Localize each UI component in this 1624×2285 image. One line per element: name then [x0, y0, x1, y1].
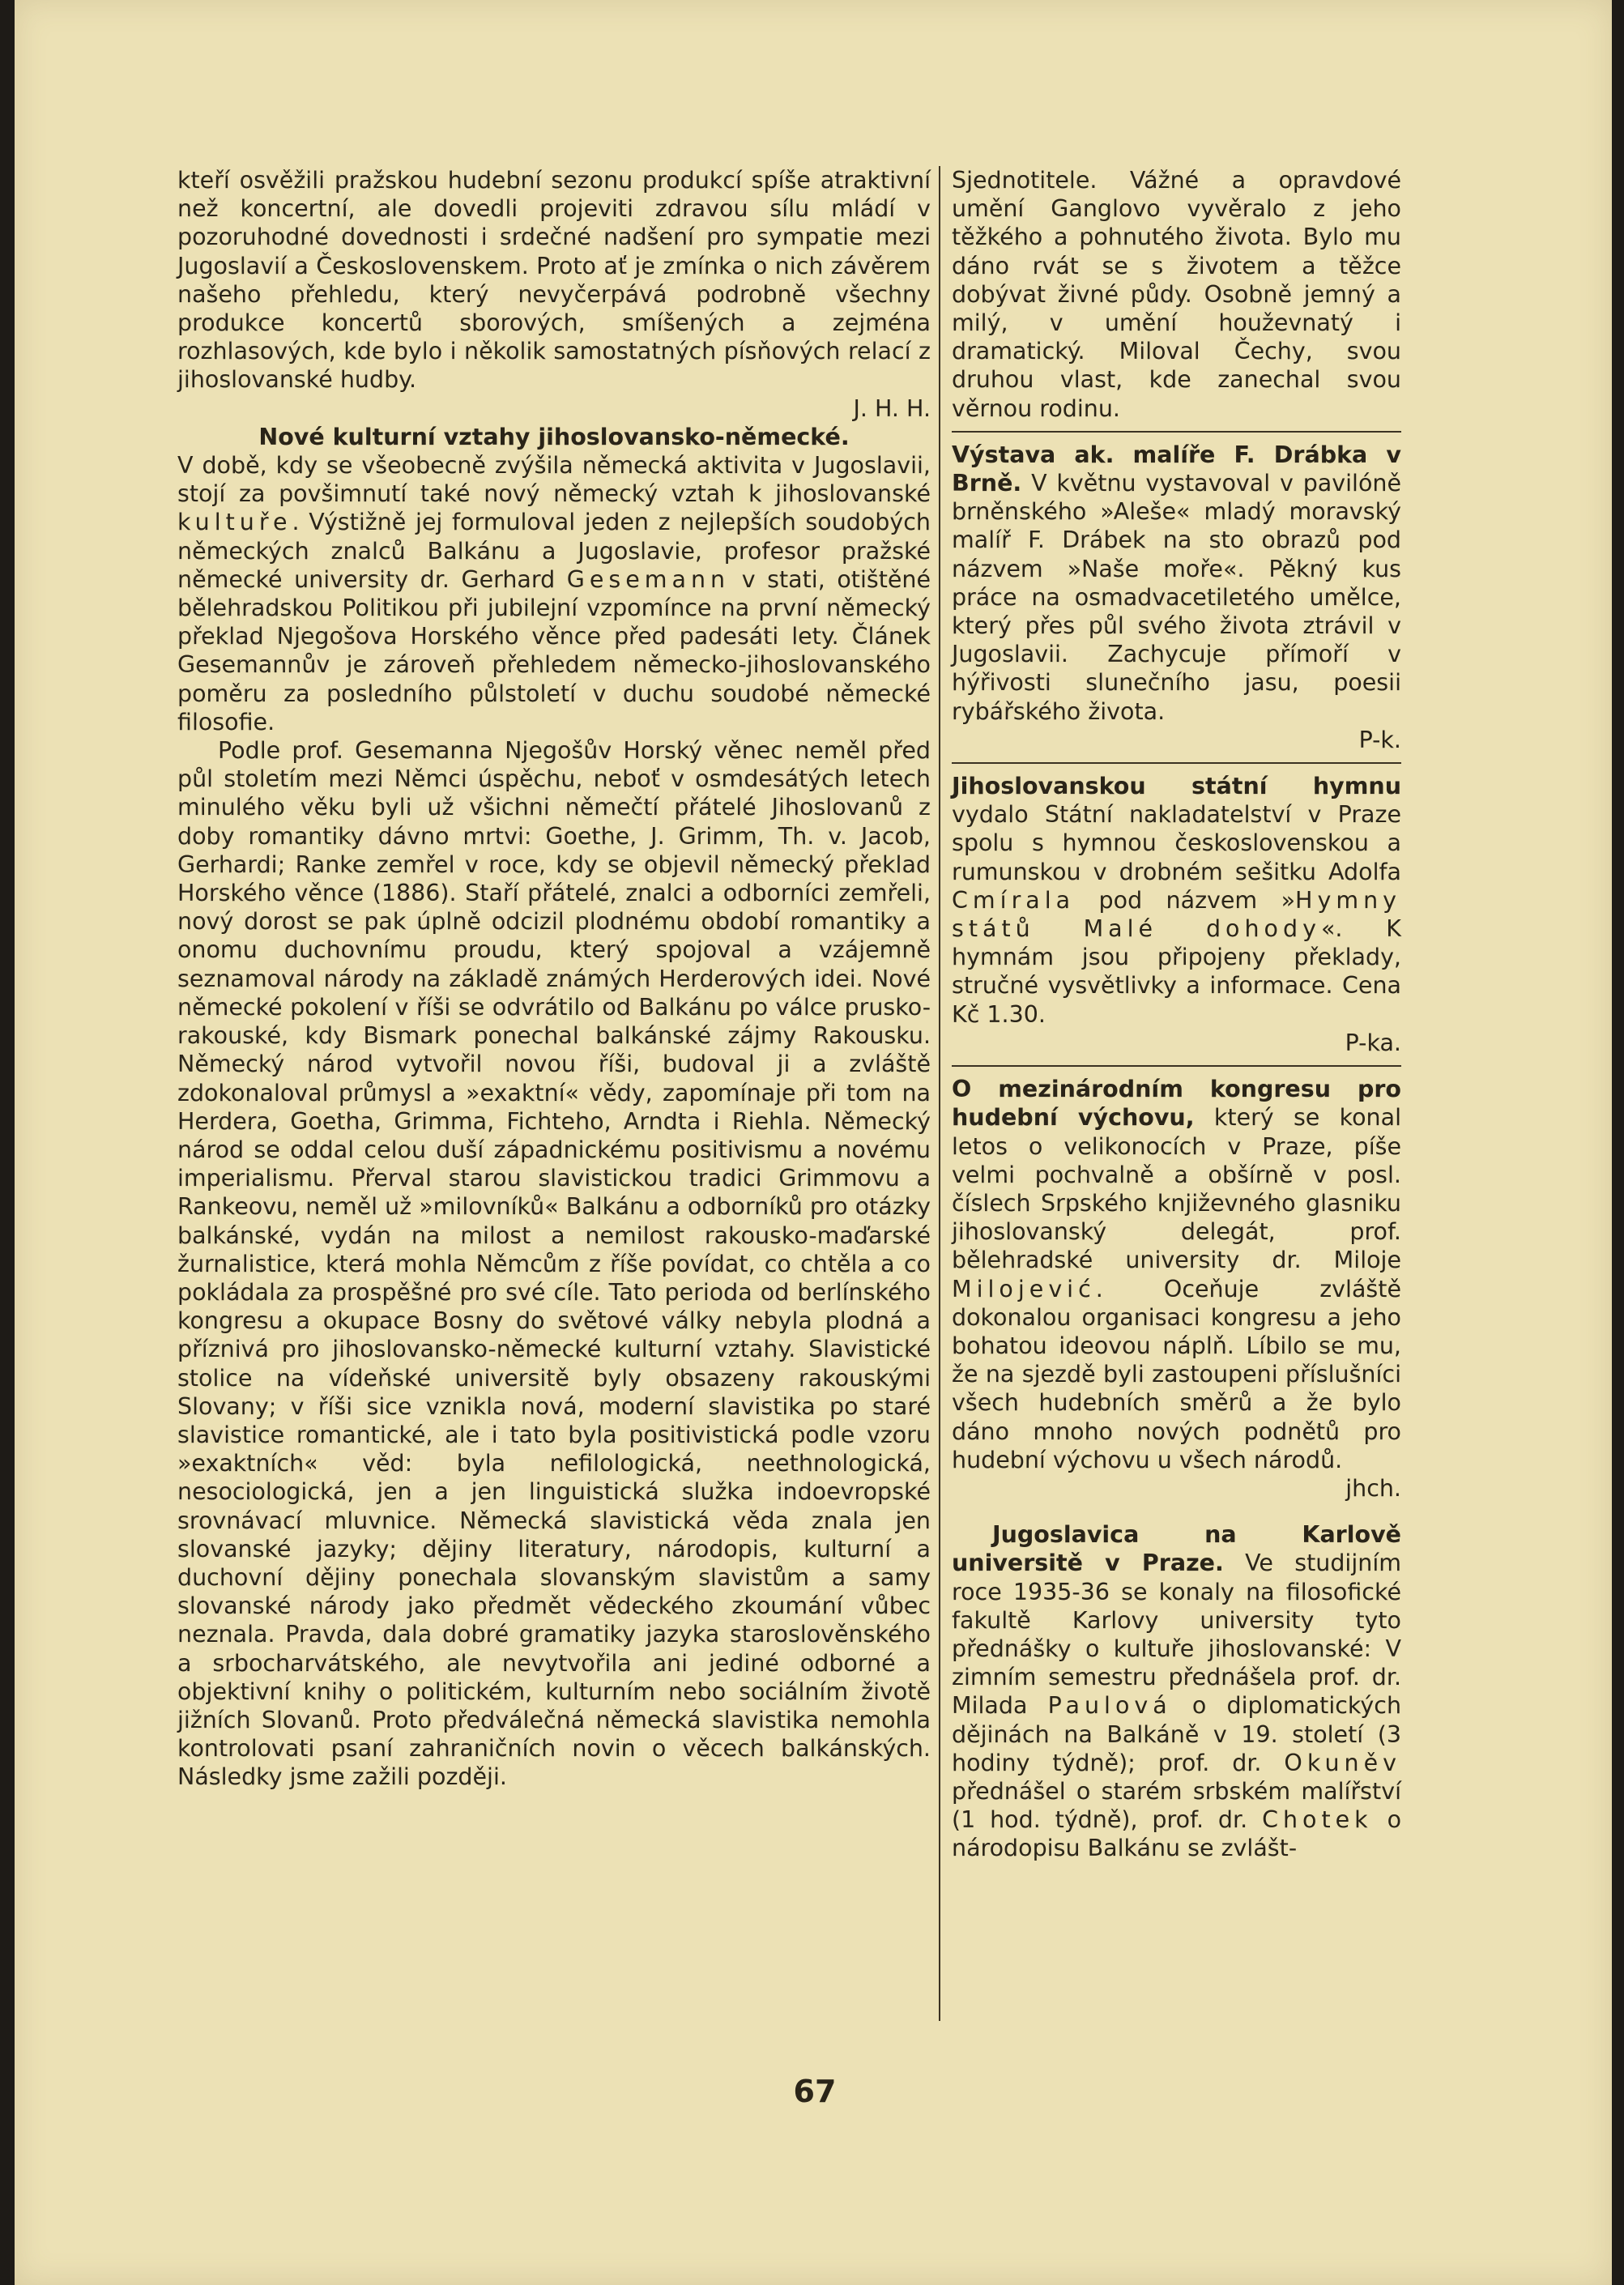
kongres-signature: jhch. — [1345, 1474, 1401, 1502]
intro-signature: J. H. H. — [853, 394, 931, 422]
hymn-heading: Jihoslovanskou státní hymnu — [952, 773, 1401, 800]
page-number: 67 — [793, 2074, 837, 2109]
drabek-signature: P-k. — [1358, 726, 1401, 753]
article-paragraph-1: V době, kdy se všeobecně zvýšila německá aktivita v Jugoslavii, stojí za povšimnutí také nový německý vztah k jihoslovanské kultuře. Výstižně jej formuloval jeden z nejlepších soudobých německých znalců Balkánu a Jugoslavie, profesor pražské německé university dr. Gerhard Gesemann v stati, otištěné bělehradskou Politikou při jubilejní vzpomínce na první německý překlad Njegošova Horského věnce před padesáti lety. Článek Gesemannův je zároveň přehledem německo-jihoslovanského poměru za posledního půlstoletí v duchu soudobé německé filosofie. — [177, 452, 931, 735]
intro-paragraph: kteří osvěžili pražskou hudební sezonu produkcí spíše atraktivní než koncertní, ale dovedli projeviti zdravou sílu mládí v pozoruhodné dovednosti i srdečné nadšení pro sympatie mezi Jugoslavií a Československem. Proto ať je zmínka o nich závěrem našeho přehledu, který nevyčerpává podrobně všechny produkce koncertů sborových, smíšených a zejména rozhlasových, kde bylo i několik samostatných písňových relací z jihoslovanské hudby. J. H. H. — [177, 167, 931, 422]
column-divider — [939, 166, 940, 2021]
right-column — [952, 166, 1401, 1863]
divider — [952, 431, 1401, 433]
drabek-heading: Výstava ak. malíře F. Drábka v Brně. — [952, 441, 1401, 497]
article-paragraph-2: Podle prof. Gesemanna Njegošův Horský věnec neměl před půl stoletím mezi Němci úspěchu, neboť v osmdesátých letech minulého věku byli už všichni němečtí přátelé Jihoslovanů z doby romantiky dávno mrtvi: Goethe, J. Grimm, Th. v. Jacob, Gerhardi; Ranke zemřel v roce, kdy se objevil německý překlad Horského věnce (1886). Staří přátelé, znalci a odborníci zemřeli, nový dorost se pak úplně odcizil plodnému období romantiky a onomu duchovnímu proudu, který spojoval a vzájemně seznamoval národy na základě známých Herderových idei. Nové německé pokolení v říši se odvrátilo od Balkánu po válce prusko-rakouské, kdy Bismark ponechal balkánské zájmy Rakousku. Německý národ vytvořil novou říši, budoval ji a zvláště zdokonaloval průmysl a »exaktní« vědy, zapomínaje při tom na Herdera, Goetha, Grimma, Fichteho, Arndta i Riehla. Německý národ se oddal celou duší západnickému positivismu a novému imperialismu. Přerval starou slavistickou tradici Grimmovu a Rankeovu, neměl už »milovníků« Balkánu a odborníků pro otázky balkánské, vydán na milost a nemilost rakousko-maďarské žurnalistice, která mohla Němcům z říše povídat, co chtěla a co pokládala za prospěšné pro své cíle. Tato perioda od berlínského kongresu a okupace Bosny do světové války nebyla plodná a příznivá pro jihoslovansko-německé kulturní vztahy. Slavistické stolice na vídeňské universitě byly obsazeny rakouskými Slovany; v říši sice vznikla nová, moderní slavistika po staré slavistice romantické, ale i tato byla positivistická podle vzoru »exaktních« věd: byla nefilologická, neethnologická, nesociologická, jen a jen linguistická služka indoevropské srovnávací mluvnice. Německá slavistická věda znala jen slovanské jazyky; dějiny literatury, národopis, kulturní a duchovní dějiny ponechala slovanským slavistům a samy slovanské národy jako předmět vědeckého zkoumání vůbec neznala. Pravda, dala dobré gramatiky jazyka staroslověnského a srbocharvátského, ale nevytvořila ani jediné odborné a objektivní knihy o politickém, kulturním nebo sociálním životě jižních Slovanů. Proto předválečná německá slavistika nemohla kontrolovati psaní zahraničních novin o věcech balkánských. Následky jsme zažili později. — [177, 737, 931, 1791]
left-column — [177, 166, 931, 1792]
divider — [952, 762, 1401, 764]
spaced-word-kulture: kultuře — [177, 509, 292, 536]
right-top-paragraph: Sjednotitele. Vážné a opravdové umění Ganglovo vyvěralo z jeho těžkého a pohnutého života. Bylo mu dáno rvát se s životem a těžce dobývat živné půdy. Osobně jemný a milý, v umění houževnatý i dramatický. Miloval Čechy, svou druhou vlast, kde zanechal svou věrnou rodinu. — [952, 167, 1401, 422]
kongres-heading: O mezinárodním kongresu pro hudební výchovu, — [952, 1076, 1401, 1132]
spaced-name-gesemann: Gesemann — [566, 565, 731, 593]
jugoslavica-item: Jugoslavica na Karlově universitě v Praze. Ve studijním roce 1935-36 se konaly na filosofické fakultě Karlovy university tyto přednášky o kultuře jihoslovanské: V zimním semestru přednášela prof. dr. Milada Paulová o diplomatických dějinách na Balkáně v 19. století (3 hodiny týdně); prof. dr. Okuněv přednášel o starém srbském malířství (1 hod. týdně), prof. dr. Chotek o národopisu Balkánu se zvlášt- — [952, 1521, 1402, 1862]
hymn-item: Jihoslovanskou státní hymnu vydalo Státní nakladatelství v Praze spolu s hymnou československou a rumunskou v drobném sešitku Adolfa Cmírala pod názvem »Hymny států Malé dohody«. K hymnám jsou připojeny překlady, stručné vysvětlivky a informace. Cena Kč 1.30. P-ka. — [952, 773, 1402, 1056]
kongres-item: O mezinárodním kongresu pro hudební výchovu, který se konal letos o velikonocích v Praze, píše velmi pochvalně a obšírně v posl. číslech Srpského književného glasniku jihoslovanský delegát, prof. bělehradské university dr. Miloje Milojević. Oceňuje zvláště dokonalou organisaci kongresu a jeho bohatou ideovou náplň. Líbilo se mu, že na sjezdě byli zastoupeni příslušníci všech hudebních směrů a že bylo dáno mnoho nových podnětů pro hudební výchovu u všech národů. jhch. — [952, 1076, 1402, 1502]
hymn-signature: P-ka. — [1345, 1029, 1401, 1056]
drabek-item: Výstava ak. malíře F. Drábka v Brně. V květnu vystavoval v pavilóně brněnského »Aleše« mladý moravský malíř F. Drábek na sto obrazů pod názvem »Naše moře«. Pěkný kus práce na osmadvacetiletého umělce, který přes půl svého života ztrávil v Jugoslavii. Zachycuje přímoří v hýřivosti slunečního jasu, poesii rybářského života. P-k. — [952, 441, 1401, 753]
divider — [952, 1065, 1401, 1067]
article-heading: Nové kulturní vztahy jihoslovansko-německé. — [258, 423, 850, 450]
page — [15, 0, 1612, 2285]
jugoslavica-heading: Jugoslavica na Karlově universitě v Praze. — [952, 1521, 1401, 1577]
